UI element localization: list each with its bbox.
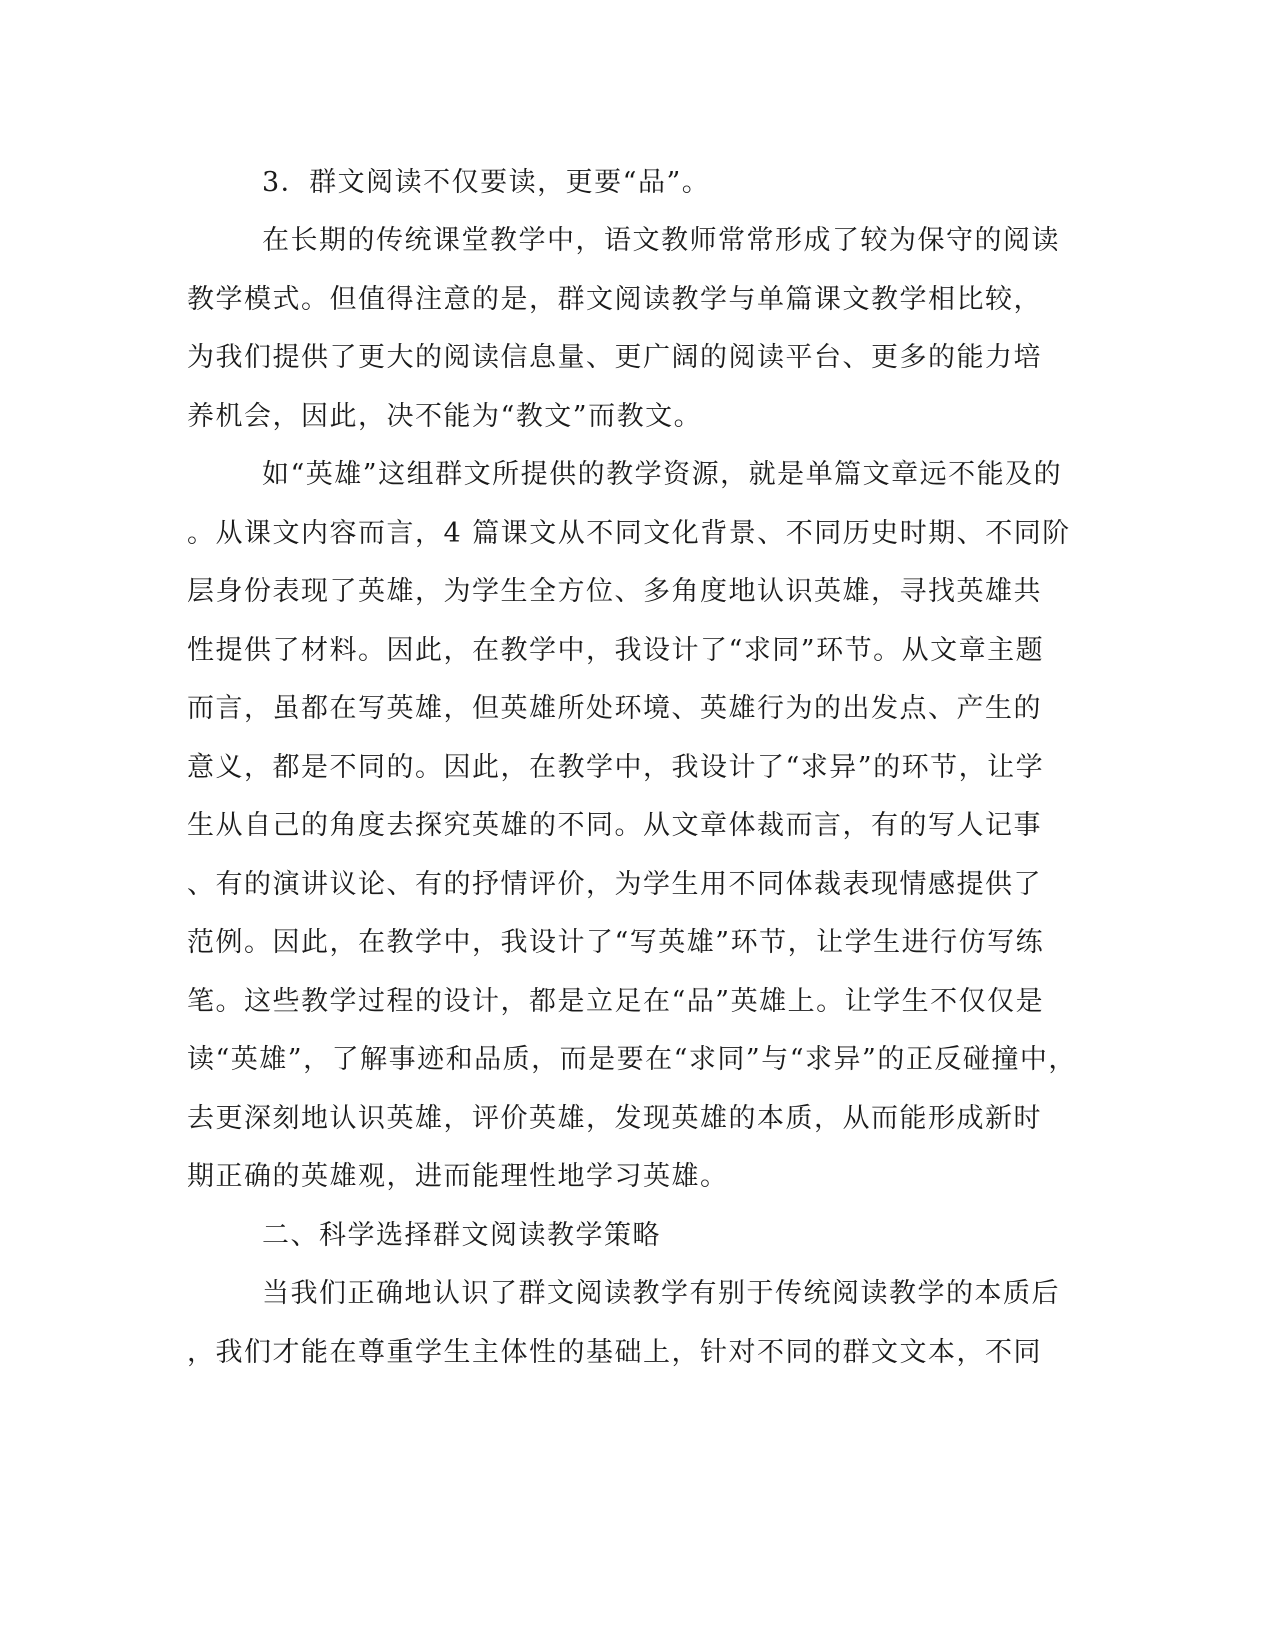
- paragraph-line: 范例。因此，在教学中，我设计了“写英雄”环节，让学生进行仿写练: [187, 927, 1045, 958]
- paragraph-line: 生从自己的角度去探究英雄的不同。从文章体裁而言，有的写人记事: [187, 810, 1042, 841]
- paragraph-line: 为我们提供了更大的阅读信息量、更广阔的阅读平台、更多的能力培: [187, 342, 1042, 373]
- paragraph-line: 教学模式。但值得注意的是，群文阅读教学与单篇课文教学相比较，: [187, 284, 1042, 315]
- paragraph-line: 层身份表现了英雄，为学生全方位、多角度地认识英雄，寻找英雄共: [187, 576, 1042, 607]
- subsection-heading: 3．群文阅读不仅要读，更要“品”。: [262, 167, 711, 198]
- paragraph-line: 读“英雄”，了解事迹和品质，而是要在“求同”与“求异”的正反碰撞中，: [187, 1044, 1077, 1075]
- paragraph-line: 在长期的传统课堂教学中，语文教师常常形成了较为保守的阅读: [262, 225, 1060, 256]
- paragraph-line: 养机会，因此，决不能为“教文”而教文。: [187, 401, 703, 432]
- paragraph-line: 意义，都是不同的。因此，在教学中，我设计了“求异”的环节，让学: [187, 752, 1045, 783]
- paragraph-line: 当我们正确地认识了群文阅读教学有别于传统阅读教学的本质后: [262, 1278, 1060, 1309]
- section-heading: 二、科学选择群文阅读教学策略: [262, 1220, 661, 1251]
- paragraph-line: 期正确的英雄观，进而能理性地学习英雄。: [187, 1161, 729, 1192]
- paragraph-line: 。从课文内容而言，4 篇课文从不同文化背景、不同历史时期、不同阶: [187, 518, 1071, 549]
- paragraph-line: 、有的演讲议论、有的抒情评价，为学生用不同体裁表现情感提供了: [187, 869, 1042, 900]
- paragraph-line: ，我们才能在尊重学生主体性的基础上，针对不同的群文文本，不同: [187, 1337, 1042, 1368]
- paragraph-line: 笔。这些教学过程的设计，都是立足在“品”英雄上。让学生不仅仅是: [187, 986, 1045, 1017]
- paragraph-line: 去更深刻地认识英雄，评价英雄，发现英雄的本质，从而能形成新时: [187, 1103, 1042, 1134]
- paragraph-line: 而言，虽都在写英雄，但英雄所处环境、英雄行为的出发点、产生的: [187, 693, 1042, 724]
- paragraph-line: 如“英雄”这组群文所提供的教学资源，就是单篇文章远不能及的: [262, 459, 1063, 490]
- paragraph-line: 性提供了材料。因此，在教学中，我设计了“求同”环节。从文章主题: [187, 635, 1045, 666]
